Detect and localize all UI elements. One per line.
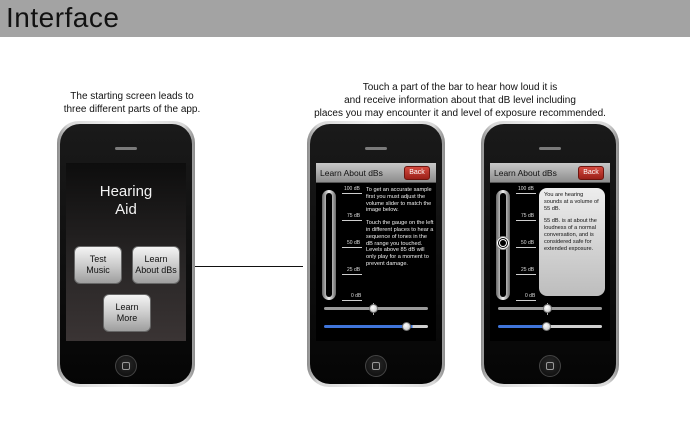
gauge-track — [326, 193, 332, 297]
page-title: Interface — [6, 2, 120, 33]
home-screen — [66, 163, 186, 341]
selected-level-marker-icon[interactable] — [496, 236, 510, 250]
phone-result — [481, 121, 619, 387]
tick-label-50: 50 dB — [521, 240, 535, 246]
app-title-line2: Aid — [115, 201, 137, 218]
learn-about-dbs-label — [135, 254, 177, 276]
result-body — [490, 183, 610, 341]
db-gauge[interactable] — [322, 190, 336, 300]
bubble-p2: 55 dB. is at about the loudness of a normal conversation, and is considered safe for extended exposure. — [544, 218, 597, 252]
tick-line — [342, 247, 362, 248]
tick-line — [516, 247, 536, 248]
speaker-grille — [539, 147, 561, 150]
learn-about-dbs-button[interactable] — [132, 246, 180, 284]
app-title-line1: Hearing — [99, 183, 153, 200]
caption-left-line1: The starting screen leads to — [70, 91, 194, 102]
caption-right-line2: and receive information about that dB level including — [344, 95, 576, 106]
tick-label-100: 100 dB — [518, 186, 534, 192]
phone-learn — [307, 121, 445, 387]
tick-label-100: 100 dB — [344, 186, 360, 192]
tick-label-0: 0 dB — [351, 293, 362, 299]
volume-slider-knob[interactable] — [542, 322, 551, 331]
caption-right-line3: places you may encounter it and level of exposure recommended. — [314, 108, 606, 119]
volume-slider-knob[interactable] — [402, 322, 411, 331]
phone-home — [57, 121, 195, 387]
tick-line — [342, 193, 362, 194]
learn-body — [316, 183, 436, 341]
instructions-p2: Touch the gauge on the left in different places to hear a sequence of tones in the dB range you touched. Levels above 85 dB will only play for a moment to prevent damage. — [366, 220, 434, 267]
tick-line — [342, 300, 362, 301]
tick-label-25: 25 dB — [521, 267, 535, 273]
db-info-bubble — [539, 188, 605, 296]
instructions-p1: To get an accurate sample first you must adjust the volume slider to match the image below. — [366, 187, 432, 214]
tick-line — [516, 193, 536, 194]
learn-more-label — [115, 302, 138, 324]
home-button[interactable] — [365, 355, 387, 377]
result-screen — [490, 163, 610, 341]
tick-label-0: 0 dB — [525, 293, 536, 299]
connector-line — [178, 266, 303, 267]
home-square-icon — [372, 362, 380, 370]
top-slider-knob[interactable] — [369, 304, 378, 313]
tick-line — [516, 274, 536, 275]
speaker-grille — [115, 147, 137, 150]
nav-title: Learn About dBs — [494, 168, 557, 178]
learn-screen — [316, 163, 436, 341]
learn-more-line1: Learn — [115, 302, 139, 312]
volume-slider-track[interactable] — [324, 325, 428, 328]
nav-title: Learn About dBs — [320, 168, 383, 178]
caption-left-line2: three different parts of the app. — [63, 104, 201, 115]
bubble-p1: You are hearing sounds at a volume of 55 dB. — [544, 192, 599, 212]
top-slider-knob[interactable] — [543, 304, 552, 313]
home-square-icon — [546, 362, 554, 370]
tick-label-75: 75 dB — [521, 213, 535, 219]
test-music-button[interactable] — [74, 246, 122, 284]
speaker-grille — [365, 147, 387, 150]
learn-more-line2: More — [116, 313, 138, 323]
learn-about-dbs-line2: About dBs — [135, 265, 177, 275]
back-button[interactable]: Back — [404, 166, 430, 180]
home-button[interactable] — [539, 355, 561, 377]
instructions-text — [366, 187, 434, 268]
tick-line — [342, 220, 362, 221]
caption-left — [52, 90, 212, 116]
caption-right — [300, 81, 620, 120]
tick-line — [516, 300, 536, 301]
learn-about-dbs-line1: Learn — [144, 254, 168, 264]
app-title — [66, 183, 186, 219]
home-button[interactable] — [115, 355, 137, 377]
learn-more-button[interactable] — [103, 294, 151, 332]
tick-line — [516, 220, 536, 221]
test-music-label: Test Music — [86, 254, 110, 275]
back-button[interactable]: Back — [578, 166, 604, 180]
tick-label-25: 25 dB — [347, 267, 361, 273]
nav-bar — [490, 163, 610, 183]
caption-right-line1: Touch a part of the bar to hear how loud it is — [362, 82, 558, 93]
tick-label-50: 50 dB — [347, 240, 361, 246]
home-square-icon — [122, 362, 130, 370]
tick-line — [342, 274, 362, 275]
tick-label-75: 75 dB — [347, 213, 361, 219]
nav-bar — [316, 163, 436, 183]
